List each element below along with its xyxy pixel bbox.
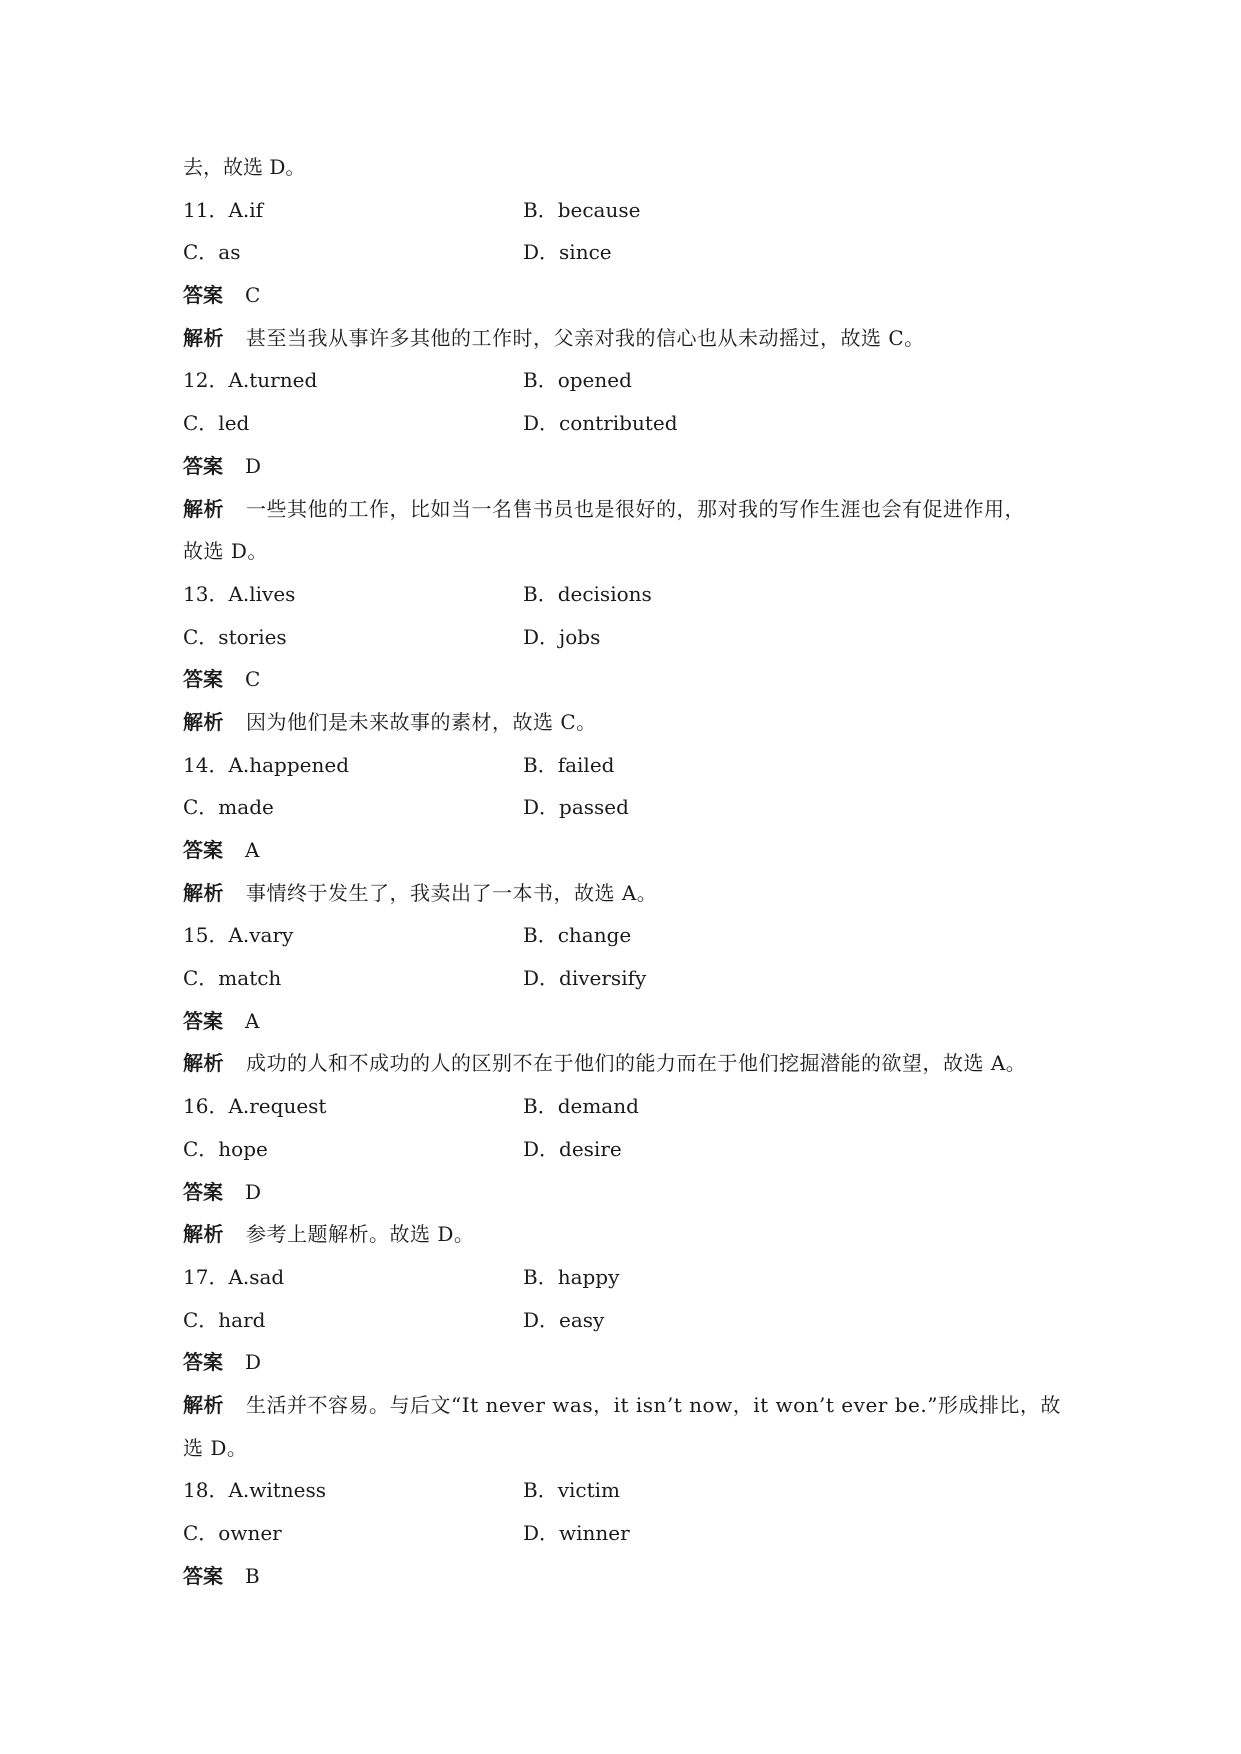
analysis-line bbox=[183, 701, 1063, 744]
analysis-line bbox=[183, 1042, 1063, 1085]
question-option-row bbox=[183, 1085, 1063, 1128]
option-d: D．desire bbox=[523, 1136, 622, 1161]
analysis-line bbox=[183, 1427, 1063, 1470]
analysis-label: 解析 bbox=[183, 1051, 224, 1076]
analysis-text: 故选 D。 bbox=[183, 539, 268, 564]
option-d: D．since bbox=[523, 240, 612, 265]
option-d: D．passed bbox=[523, 795, 629, 820]
question-option-row bbox=[183, 402, 1063, 445]
analysis-line bbox=[183, 1384, 1063, 1427]
answer-line bbox=[183, 1341, 1063, 1384]
answer-label: 答案 bbox=[183, 1350, 223, 1375]
question-option-row bbox=[183, 1512, 1063, 1555]
answer-label: 答案 bbox=[183, 667, 223, 692]
question-option-row bbox=[183, 359, 1063, 402]
answer-value: A bbox=[245, 838, 260, 862]
question-option-row bbox=[183, 189, 1063, 232]
question-option-row bbox=[183, 914, 1063, 957]
question-option-row bbox=[183, 1299, 1063, 1342]
option-c: C．stories bbox=[183, 624, 287, 649]
intro-line: 去，故选 D。 bbox=[183, 155, 306, 179]
option-a: 11．A.if bbox=[183, 197, 264, 222]
option-b: B．victim bbox=[523, 1478, 620, 1503]
option-c: C．hard bbox=[183, 1307, 266, 1332]
option-d: D．contributed bbox=[523, 411, 678, 436]
answer-line bbox=[183, 445, 1063, 488]
analysis-label: 解析 bbox=[183, 880, 224, 905]
question-option-row bbox=[183, 957, 1063, 1000]
analysis-label: 解析 bbox=[183, 1392, 224, 1417]
analysis-line bbox=[183, 488, 1063, 531]
option-d: D．easy bbox=[523, 1307, 605, 1332]
option-c: C．as bbox=[183, 240, 241, 265]
option-c: C．made bbox=[183, 795, 274, 820]
analysis-label: 解析 bbox=[183, 1222, 224, 1247]
answer-label: 答案 bbox=[183, 1563, 223, 1588]
option-b: B．because bbox=[523, 197, 641, 222]
answer-label: 答案 bbox=[183, 1179, 223, 1204]
option-b: B．happy bbox=[523, 1264, 620, 1289]
option-b: B．failed bbox=[523, 752, 615, 777]
analysis-line bbox=[183, 1213, 1063, 1256]
option-d: D．diversify bbox=[523, 966, 647, 991]
option-a: 15．A.vary bbox=[183, 923, 294, 948]
option-c: C．owner bbox=[183, 1521, 282, 1545]
answer-value: B bbox=[245, 1563, 260, 1588]
option-b: B．demand bbox=[523, 1094, 639, 1119]
analysis-text: 参考上题解析。故选 D。 bbox=[246, 1222, 475, 1247]
option-a: 18．A.witness bbox=[183, 1478, 327, 1503]
answer-line bbox=[183, 1555, 1063, 1598]
analysis-label: 解析 bbox=[183, 496, 224, 521]
analysis-text: 成功的人和不成功的人的区别不在于他们的能力而在于他们挖掘潜能的欲望，故选 A。 bbox=[246, 1051, 1027, 1076]
analysis-text: 一些其他的工作，比如当一名售书员也是很好的，那对我的写作生涯也会有促进作用， bbox=[246, 496, 1025, 521]
question-option-row bbox=[183, 1469, 1063, 1512]
answer-label: 答案 bbox=[183, 1008, 223, 1033]
option-c: C．hope bbox=[183, 1136, 268, 1161]
answer-label: 答案 bbox=[183, 838, 223, 862]
answer-value: D bbox=[245, 1350, 262, 1375]
question-option-row bbox=[183, 573, 1063, 616]
option-a: 13．A.lives bbox=[183, 581, 296, 606]
document-content bbox=[183, 146, 1063, 1597]
question-option-row bbox=[183, 744, 1063, 787]
answer-value: D bbox=[245, 1179, 262, 1204]
analysis-line bbox=[183, 317, 1063, 360]
analysis-text: 事情终于发生了，我卖出了一本书，故选 A。 bbox=[246, 880, 658, 905]
answer-line bbox=[183, 1171, 1063, 1214]
question-option-row bbox=[183, 1256, 1063, 1299]
option-a: 17．A.sad bbox=[183, 1264, 285, 1289]
option-a: 16．A.request bbox=[183, 1094, 327, 1119]
question-option-row bbox=[183, 1128, 1063, 1171]
question-option-row bbox=[183, 231, 1063, 274]
analysis-line bbox=[183, 872, 1063, 915]
question-option-row bbox=[183, 786, 1063, 829]
answer-value: A bbox=[245, 1008, 260, 1033]
option-b: B．change bbox=[523, 923, 632, 948]
answer-line bbox=[183, 829, 1063, 872]
analysis-label: 解析 bbox=[183, 325, 224, 350]
answer-value: C bbox=[245, 667, 261, 692]
analysis-text: 甚至当我从事许多其他的工作时，父亲对我的信心也从未动摇过，故选 C。 bbox=[246, 325, 925, 350]
option-d: D．jobs bbox=[523, 624, 601, 649]
option-a: 12．A.turned bbox=[183, 368, 318, 393]
answer-value: C bbox=[245, 283, 261, 308]
option-b: B．decisions bbox=[523, 581, 652, 606]
analysis-text: 因为他们是未来故事的素材，故选 C。 bbox=[246, 709, 597, 734]
option-a: 14．A.happened bbox=[183, 752, 350, 777]
option-d: D．winner bbox=[523, 1521, 630, 1545]
analysis-label: 解析 bbox=[183, 709, 224, 734]
answer-line bbox=[183, 1000, 1063, 1043]
option-c: C．match bbox=[183, 966, 282, 991]
answer-label: 答案 bbox=[183, 283, 223, 308]
analysis-line bbox=[183, 530, 1063, 573]
answer-line bbox=[183, 274, 1063, 317]
analysis-text: 选 D。 bbox=[183, 1435, 248, 1460]
option-c: C．led bbox=[183, 411, 250, 436]
option-b: B．opened bbox=[523, 368, 632, 393]
answer-line bbox=[183, 658, 1063, 701]
answer-value: D bbox=[245, 453, 262, 478]
question-option-row bbox=[183, 616, 1063, 659]
answer-label: 答案 bbox=[183, 453, 223, 478]
analysis-text: 生活并不容易。与后文“It never was，it isn’t now，it won’t ever be.”形成排比，故 bbox=[246, 1392, 1061, 1417]
